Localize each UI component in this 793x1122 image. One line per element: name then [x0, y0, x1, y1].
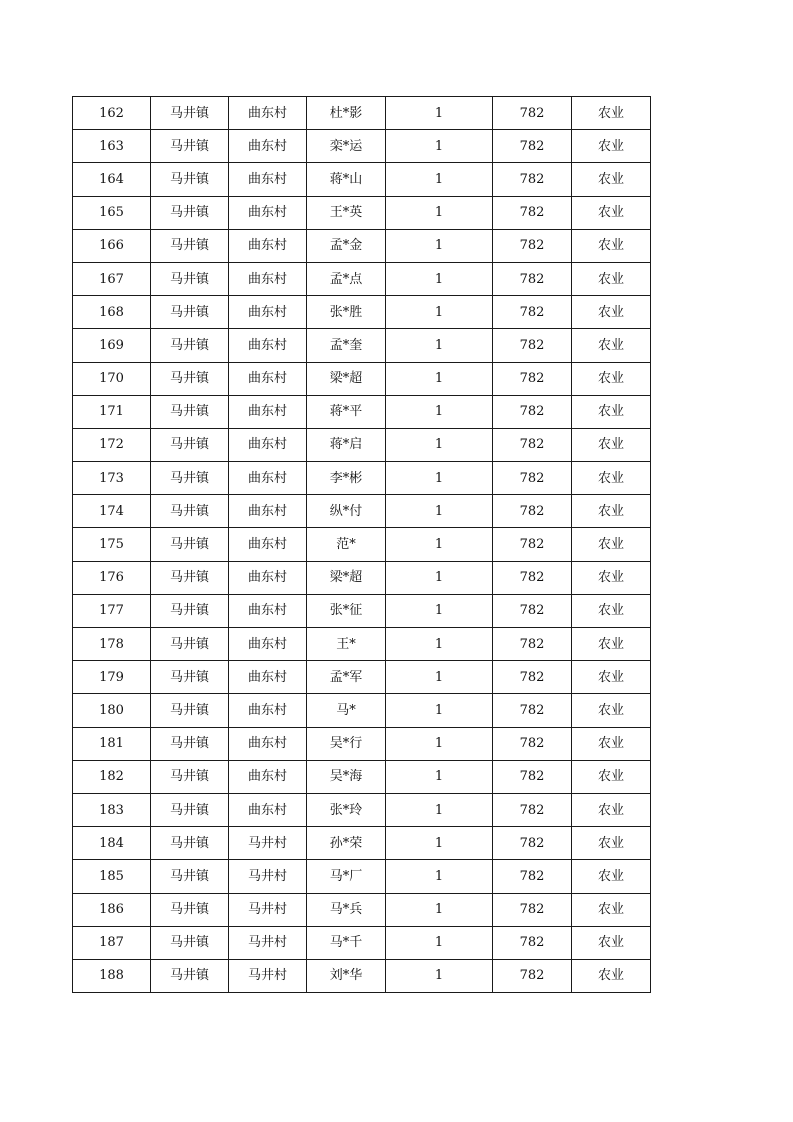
count-cell: 1: [386, 893, 493, 926]
town-cell: 马井镇: [151, 362, 229, 395]
amount-cell: 782: [493, 528, 572, 561]
amount-cell: 782: [493, 793, 572, 826]
category-cell: 农业: [572, 395, 651, 428]
count-cell: 1: [386, 661, 493, 694]
count-cell: 1: [386, 793, 493, 826]
count-cell: 1: [386, 827, 493, 860]
table-row: [73, 362, 651, 395]
table-row: [73, 727, 651, 760]
row-number-cell: 183: [73, 793, 151, 826]
person-name-cell: 梁*超: [307, 362, 386, 395]
person-name-cell: 王*: [307, 628, 386, 661]
count-cell: 1: [386, 760, 493, 793]
category-cell: 农业: [572, 329, 651, 362]
town-cell: 马井镇: [151, 793, 229, 826]
category-cell: 农业: [572, 628, 651, 661]
town-cell: 马井镇: [151, 296, 229, 329]
row-number-cell: 184: [73, 827, 151, 860]
table-row: [73, 196, 651, 229]
row-number-cell: 162: [73, 97, 151, 130]
count-cell: 1: [386, 528, 493, 561]
category-cell: 农业: [572, 462, 651, 495]
amount-cell: 782: [493, 296, 572, 329]
table-row: [73, 628, 651, 661]
category-cell: 农业: [572, 262, 651, 295]
count-cell: 1: [386, 959, 493, 992]
count-cell: 1: [386, 329, 493, 362]
table-row: [73, 97, 651, 130]
village-cell: 曲东村: [229, 296, 307, 329]
table-row: [73, 561, 651, 594]
person-name-cell: 吴*行: [307, 727, 386, 760]
count-cell: 1: [386, 262, 493, 295]
row-number-cell: 172: [73, 428, 151, 461]
amount-cell: 782: [493, 229, 572, 262]
town-cell: 马井镇: [151, 727, 229, 760]
village-cell: 马井村: [229, 893, 307, 926]
category-cell: 农业: [572, 561, 651, 594]
count-cell: 1: [386, 594, 493, 627]
count-cell: 1: [386, 296, 493, 329]
village-cell: 曲东村: [229, 561, 307, 594]
row-number-cell: 171: [73, 395, 151, 428]
table-row: [73, 229, 651, 262]
town-cell: 马井镇: [151, 760, 229, 793]
table-row: [73, 163, 651, 196]
person-name-cell: 马*千: [307, 926, 386, 959]
village-cell: 曲东村: [229, 130, 307, 163]
town-cell: 马井镇: [151, 661, 229, 694]
count-cell: 1: [386, 926, 493, 959]
village-cell: 马井村: [229, 860, 307, 893]
count-cell: 1: [386, 229, 493, 262]
table-row: [73, 296, 651, 329]
village-cell: 曲东村: [229, 528, 307, 561]
person-name-cell: 梁*超: [307, 561, 386, 594]
town-cell: 马井镇: [151, 462, 229, 495]
table-row: [73, 793, 651, 826]
amount-cell: 782: [493, 428, 572, 461]
count-cell: 1: [386, 727, 493, 760]
category-cell: 农业: [572, 528, 651, 561]
category-cell: 农业: [572, 428, 651, 461]
town-cell: 马井镇: [151, 860, 229, 893]
table-row: [73, 926, 651, 959]
person-name-cell: 马*: [307, 694, 386, 727]
category-cell: 农业: [572, 594, 651, 627]
category-cell: 农业: [572, 362, 651, 395]
row-number-cell: 164: [73, 163, 151, 196]
village-cell: 曲东村: [229, 628, 307, 661]
row-number-cell: 188: [73, 959, 151, 992]
village-cell: 曲东村: [229, 760, 307, 793]
count-cell: 1: [386, 860, 493, 893]
village-cell: 曲东村: [229, 229, 307, 262]
village-cell: 曲东村: [229, 97, 307, 130]
town-cell: 马井镇: [151, 528, 229, 561]
row-number-cell: 187: [73, 926, 151, 959]
person-name-cell: 吴*海: [307, 760, 386, 793]
records-table: [72, 96, 651, 993]
count-cell: 1: [386, 395, 493, 428]
table-row: [73, 329, 651, 362]
row-number-cell: 165: [73, 196, 151, 229]
table-row: [73, 860, 651, 893]
town-cell: 马井镇: [151, 130, 229, 163]
table-row: [73, 495, 651, 528]
row-number-cell: 169: [73, 329, 151, 362]
amount-cell: 782: [493, 628, 572, 661]
village-cell: 曲东村: [229, 329, 307, 362]
village-cell: 马井村: [229, 827, 307, 860]
row-number-cell: 176: [73, 561, 151, 594]
person-name-cell: 孟*军: [307, 661, 386, 694]
row-number-cell: 166: [73, 229, 151, 262]
village-cell: 曲东村: [229, 793, 307, 826]
amount-cell: 782: [493, 727, 572, 760]
table-row: [73, 760, 651, 793]
category-cell: 农业: [572, 296, 651, 329]
person-name-cell: 张*胜: [307, 296, 386, 329]
amount-cell: 782: [493, 329, 572, 362]
category-cell: 农业: [572, 661, 651, 694]
person-name-cell: 孟*奎: [307, 329, 386, 362]
person-name-cell: 蒋*启: [307, 428, 386, 461]
row-number-cell: 170: [73, 362, 151, 395]
table-row: [73, 694, 651, 727]
table-row: [73, 959, 651, 992]
amount-cell: 782: [493, 661, 572, 694]
village-cell: 曲东村: [229, 362, 307, 395]
row-number-cell: 177: [73, 594, 151, 627]
town-cell: 马井镇: [151, 694, 229, 727]
table-row: [73, 594, 651, 627]
category-cell: 农业: [572, 196, 651, 229]
row-number-cell: 167: [73, 262, 151, 295]
town-cell: 马井镇: [151, 893, 229, 926]
person-name-cell: 张*征: [307, 594, 386, 627]
category-cell: 农业: [572, 694, 651, 727]
count-cell: 1: [386, 694, 493, 727]
amount-cell: 782: [493, 196, 572, 229]
person-name-cell: 孟*金: [307, 229, 386, 262]
table-row: [73, 428, 651, 461]
village-cell: 曲东村: [229, 495, 307, 528]
records-table-body: [73, 97, 651, 993]
amount-cell: 782: [493, 760, 572, 793]
village-cell: 曲东村: [229, 428, 307, 461]
town-cell: 马井镇: [151, 163, 229, 196]
person-name-cell: 蒋*平: [307, 395, 386, 428]
amount-cell: 782: [493, 495, 572, 528]
amount-cell: 782: [493, 163, 572, 196]
town-cell: 马井镇: [151, 97, 229, 130]
table-row: [73, 893, 651, 926]
town-cell: 马井镇: [151, 561, 229, 594]
category-cell: 农业: [572, 97, 651, 130]
village-cell: 曲东村: [229, 196, 307, 229]
person-name-cell: 李*彬: [307, 462, 386, 495]
town-cell: 马井镇: [151, 229, 229, 262]
person-name-cell: 孙*荣: [307, 827, 386, 860]
count-cell: 1: [386, 97, 493, 130]
row-number-cell: 174: [73, 495, 151, 528]
town-cell: 马井镇: [151, 827, 229, 860]
category-cell: 农业: [572, 130, 651, 163]
amount-cell: 782: [493, 594, 572, 627]
count-cell: 1: [386, 163, 493, 196]
town-cell: 马井镇: [151, 495, 229, 528]
town-cell: 马井镇: [151, 628, 229, 661]
amount-cell: 782: [493, 97, 572, 130]
village-cell: 马井村: [229, 926, 307, 959]
count-cell: 1: [386, 428, 493, 461]
person-name-cell: 王*英: [307, 196, 386, 229]
row-number-cell: 185: [73, 860, 151, 893]
amount-cell: 782: [493, 694, 572, 727]
row-number-cell: 181: [73, 727, 151, 760]
row-number-cell: 175: [73, 528, 151, 561]
category-cell: 农业: [572, 893, 651, 926]
person-name-cell: 范*: [307, 528, 386, 561]
row-number-cell: 178: [73, 628, 151, 661]
row-number-cell: 173: [73, 462, 151, 495]
table-row: [73, 528, 651, 561]
village-cell: 曲东村: [229, 727, 307, 760]
village-cell: 曲东村: [229, 594, 307, 627]
table-row: [73, 661, 651, 694]
town-cell: 马井镇: [151, 428, 229, 461]
amount-cell: 782: [493, 462, 572, 495]
person-name-cell: 刘*华: [307, 959, 386, 992]
village-cell: 曲东村: [229, 262, 307, 295]
village-cell: 曲东村: [229, 395, 307, 428]
count-cell: 1: [386, 130, 493, 163]
category-cell: 农业: [572, 959, 651, 992]
amount-cell: 782: [493, 959, 572, 992]
village-cell: 曲东村: [229, 163, 307, 196]
table-row: [73, 130, 651, 163]
row-number-cell: 163: [73, 130, 151, 163]
category-cell: 农业: [572, 793, 651, 826]
category-cell: 农业: [572, 860, 651, 893]
amount-cell: 782: [493, 561, 572, 594]
table-row: [73, 462, 651, 495]
village-cell: 马井村: [229, 959, 307, 992]
person-name-cell: 蒋*山: [307, 163, 386, 196]
table-row: [73, 262, 651, 295]
person-name-cell: 杜*影: [307, 97, 386, 130]
amount-cell: 782: [493, 827, 572, 860]
person-name-cell: 马*厂: [307, 860, 386, 893]
row-number-cell: 186: [73, 893, 151, 926]
count-cell: 1: [386, 462, 493, 495]
amount-cell: 782: [493, 262, 572, 295]
amount-cell: 782: [493, 395, 572, 428]
category-cell: 农业: [572, 926, 651, 959]
count-cell: 1: [386, 362, 493, 395]
town-cell: 马井镇: [151, 395, 229, 428]
row-number-cell: 180: [73, 694, 151, 727]
count-cell: 1: [386, 561, 493, 594]
amount-cell: 782: [493, 362, 572, 395]
row-number-cell: 182: [73, 760, 151, 793]
town-cell: 马井镇: [151, 594, 229, 627]
amount-cell: 782: [493, 130, 572, 163]
category-cell: 农业: [572, 727, 651, 760]
table-row: [73, 395, 651, 428]
person-name-cell: 马*兵: [307, 893, 386, 926]
village-cell: 曲东村: [229, 462, 307, 495]
town-cell: 马井镇: [151, 959, 229, 992]
amount-cell: 782: [493, 893, 572, 926]
category-cell: 农业: [572, 163, 651, 196]
category-cell: 农业: [572, 495, 651, 528]
village-cell: 曲东村: [229, 694, 307, 727]
amount-cell: 782: [493, 926, 572, 959]
category-cell: 农业: [572, 229, 651, 262]
category-cell: 农业: [572, 760, 651, 793]
count-cell: 1: [386, 628, 493, 661]
person-name-cell: 孟*点: [307, 262, 386, 295]
town-cell: 马井镇: [151, 926, 229, 959]
count-cell: 1: [386, 196, 493, 229]
row-number-cell: 179: [73, 661, 151, 694]
category-cell: 农业: [572, 827, 651, 860]
person-name-cell: 纵*付: [307, 495, 386, 528]
person-name-cell: 栾*运: [307, 130, 386, 163]
amount-cell: 782: [493, 860, 572, 893]
town-cell: 马井镇: [151, 196, 229, 229]
count-cell: 1: [386, 495, 493, 528]
table-row: [73, 827, 651, 860]
town-cell: 马井镇: [151, 329, 229, 362]
person-name-cell: 张*玲: [307, 793, 386, 826]
village-cell: 曲东村: [229, 661, 307, 694]
town-cell: 马井镇: [151, 262, 229, 295]
row-number-cell: 168: [73, 296, 151, 329]
